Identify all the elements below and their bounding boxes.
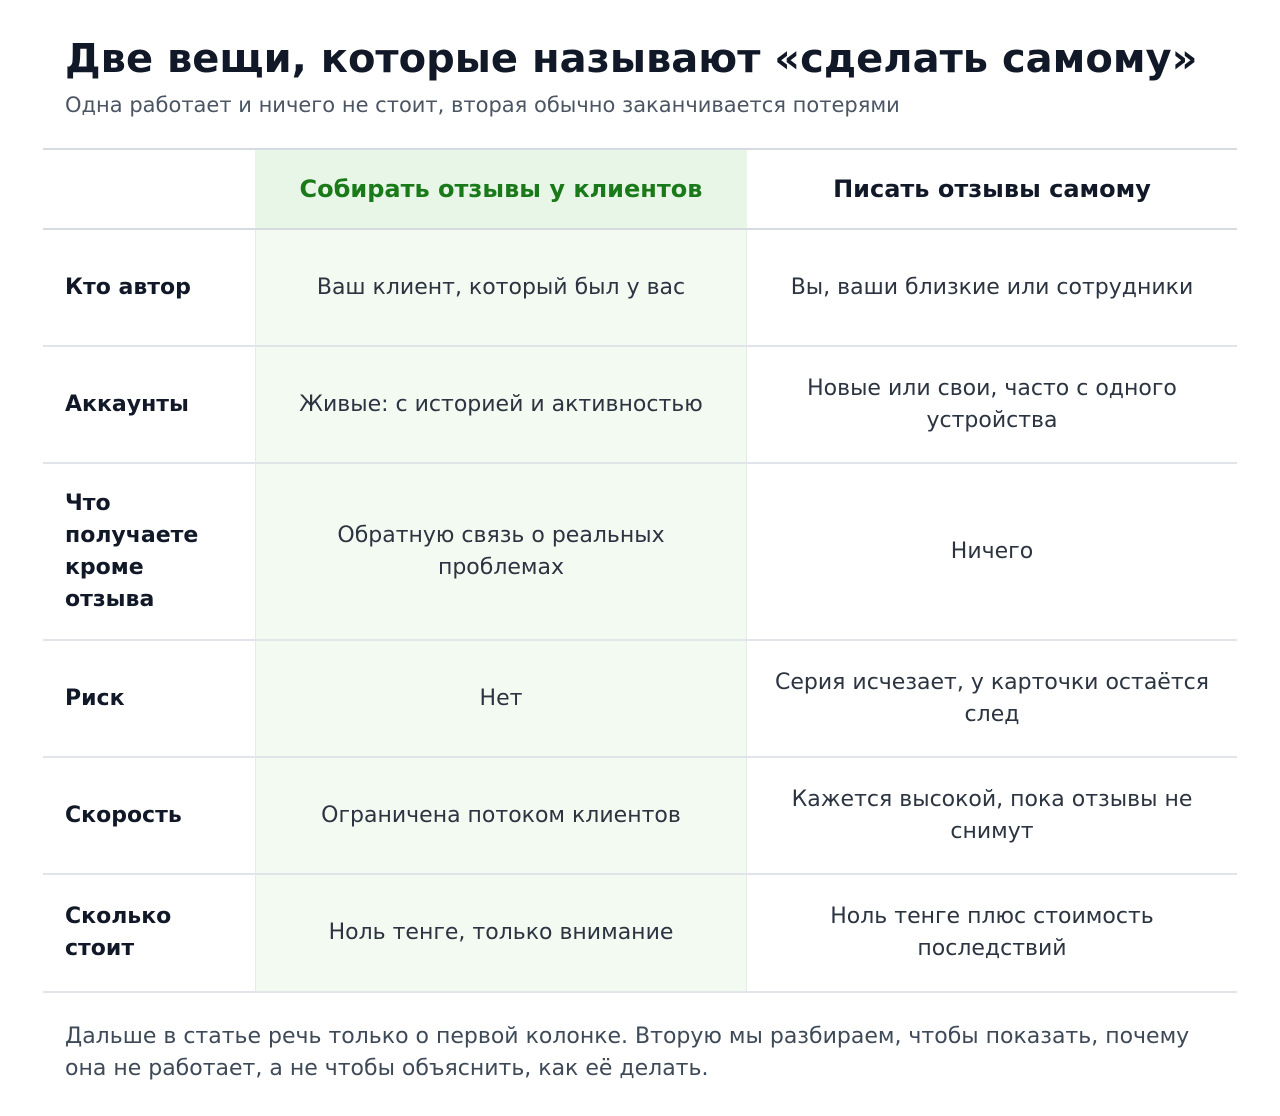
row-label: Кто автор bbox=[65, 274, 191, 300]
footer-note: Дальше в статье речь только о первой колонке. Вторую мы разбираем, чтобы показать, почему она не работает, а не чтобы объяснить, как её делать. bbox=[65, 1024, 1190, 1081]
row-collect-value: Ноль тенге, только внимание bbox=[328, 920, 674, 945]
row-write-value: Ничего bbox=[950, 538, 1034, 564]
row-label: Риск bbox=[65, 685, 125, 711]
table-row bbox=[43, 641, 1237, 756]
row-write-value: Кажется высокой, пока отзывы не снимут bbox=[791, 786, 1193, 844]
row-collect-value: Ваш клиент, который был у вас bbox=[316, 274, 686, 300]
table-row bbox=[43, 464, 1237, 639]
row-write-value: Новые или свои, часто с одного устройства bbox=[807, 375, 1177, 433]
table-row bbox=[43, 875, 1237, 991]
table-row bbox=[43, 347, 1237, 462]
row-label: Аккаунты bbox=[65, 391, 189, 417]
row-label: Что получаете кроме отзыва bbox=[65, 490, 199, 612]
table-bottom-divider bbox=[43, 991, 1237, 993]
table-header-row bbox=[43, 148, 1237, 229]
row-collect-value: Живые: с историей и активностью bbox=[299, 391, 703, 417]
row-write-value: Вы, ваши близкие или сотрудники bbox=[790, 274, 1194, 300]
comparison-table bbox=[43, 148, 1237, 993]
row-collect-value: Обратную связь о реальных проблемах bbox=[337, 522, 665, 580]
header-write-reviews: Писать отзывы самому bbox=[833, 174, 1151, 203]
row-collect-value: Нет bbox=[479, 685, 523, 711]
row-collect-value: Ограничена потоком клиентов bbox=[321, 802, 681, 828]
row-label: Сколько стоит bbox=[65, 904, 172, 961]
page-subtitle: Одна работает и ничего не стоит, вторая обычно заканчивается потерями bbox=[65, 93, 900, 117]
row-label: Скорость bbox=[65, 802, 182, 828]
page-title: Две вещи, которые называют «сделать самому» bbox=[65, 36, 1198, 82]
table-row bbox=[43, 758, 1237, 873]
row-write-value: Ноль тенге плюс стоимость последствий bbox=[830, 904, 1154, 961]
row-write-value: Серия исчезает, у карточки остаётся след bbox=[775, 669, 1209, 727]
header-label-cell bbox=[65, 148, 240, 229]
table-row bbox=[43, 230, 1237, 345]
header-collect-reviews: Собирать отзывы у клиентов bbox=[299, 174, 703, 203]
